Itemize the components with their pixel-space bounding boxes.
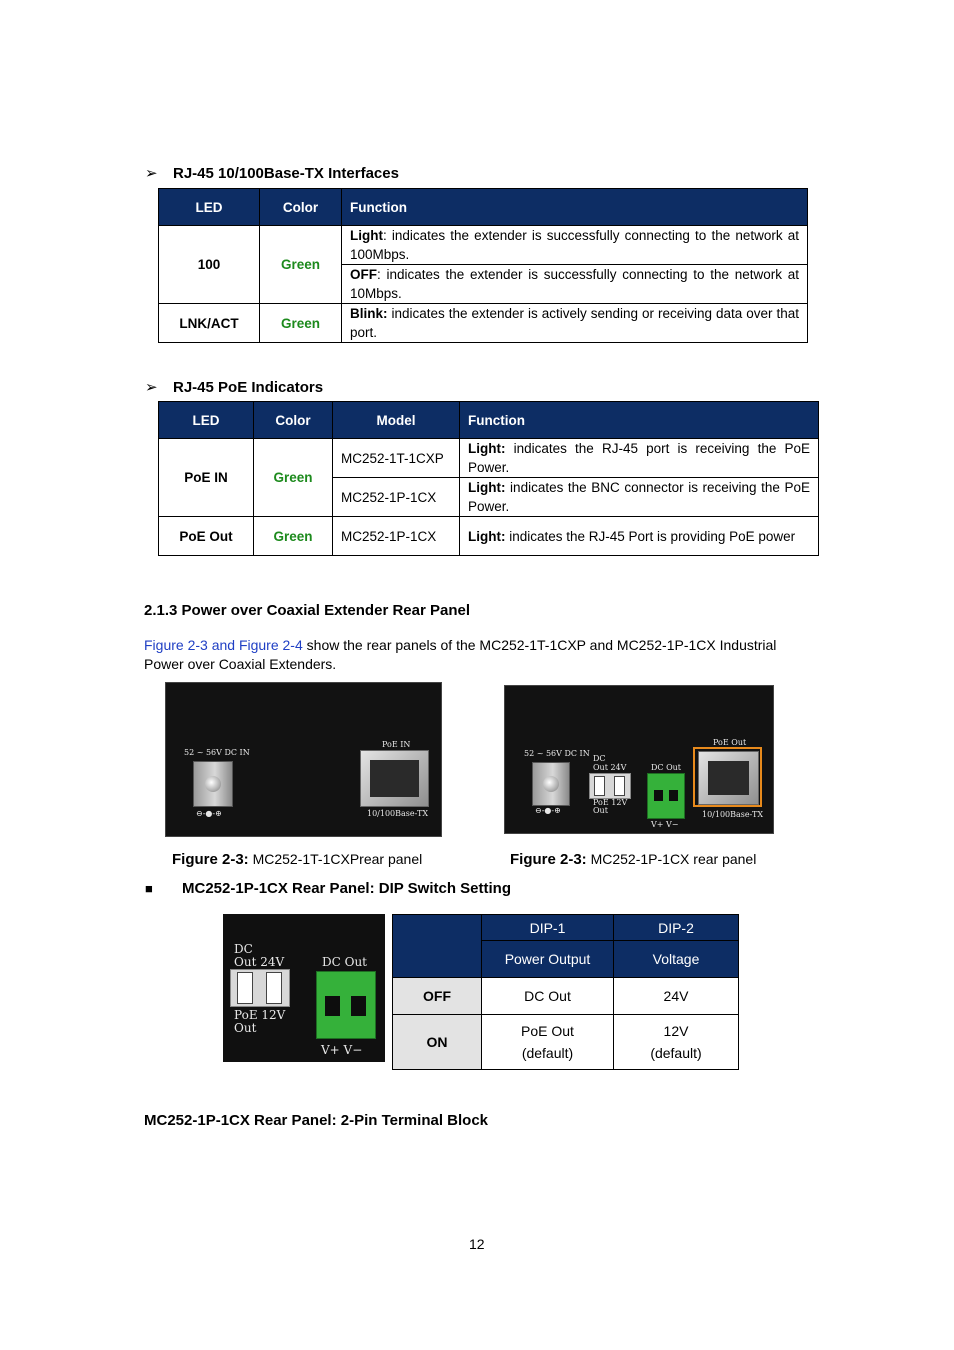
out-label: Out	[234, 1021, 257, 1035]
header-voltage: Voltage	[614, 941, 739, 978]
dip-dc-label: DC	[593, 754, 606, 763]
dc-jack-icon	[532, 762, 570, 806]
terminal-block-icon	[647, 773, 685, 819]
terminal-block-icon	[316, 971, 376, 1039]
function-cell	[460, 439, 819, 478]
dc-in-label: 52 ~ 56V DC IN	[524, 749, 590, 758]
on-power-value: PoE Out	[521, 1023, 574, 1039]
caption-text: MC252-1P-1CX rear panel	[586, 851, 757, 867]
poe-led-table	[158, 401, 819, 556]
rj45-port-icon	[360, 750, 429, 807]
header-led: LED	[159, 402, 254, 439]
out24-label: Out 24V	[234, 955, 285, 969]
function-keyword: Blink:	[350, 306, 388, 321]
model-cell: MC252-1P-1CX	[333, 517, 460, 556]
figure-caption-1	[172, 851, 422, 868]
function-text: indicates the extender is actively sending or receiving data over that port.	[350, 306, 799, 340]
square-bullet-icon: ■	[145, 881, 153, 896]
on-voltage-cell	[614, 1015, 739, 1070]
table-row	[159, 439, 819, 478]
caption-label: Figure 2-3:	[172, 851, 249, 868]
table-row	[159, 226, 808, 265]
header-empty-cell	[393, 915, 482, 978]
figure-caption-2	[510, 851, 756, 868]
rear-panel-image-1cx	[504, 685, 774, 834]
function-cell	[460, 478, 819, 517]
color-cell: Green	[254, 517, 333, 556]
header-model: Model	[333, 402, 460, 439]
section-heading-dip-switch	[145, 880, 511, 897]
header-led: LED	[159, 189, 260, 226]
dip-setting-table	[392, 914, 739, 1070]
header-color: Color	[254, 402, 333, 439]
dc-out-label: DC Out	[322, 955, 368, 969]
function-text: indicates the RJ-45 Port is providing PoE power	[505, 528, 796, 544]
function-cell	[342, 265, 808, 304]
dip-poe12-label: PoE 12V	[593, 798, 628, 807]
section-heading-rear-panel: 2.1.3 Power over Coaxial Extender Rear Panel	[144, 602, 470, 619]
arrow-bullet-icon: ➢	[145, 165, 158, 182]
figure-link[interactable]: Figure 2-3 and Figure 2-4	[144, 637, 303, 653]
dc-in-label: 52 ~ 56V DC IN	[184, 748, 250, 757]
dip-out24-label: Out 24V	[593, 763, 627, 772]
function-cell	[342, 226, 808, 265]
function-keyword: Light	[350, 228, 383, 243]
voltage-polarity-label: V+ V−	[321, 1043, 363, 1057]
table-row	[393, 1015, 739, 1070]
poe-in-label: PoE IN	[382, 740, 411, 749]
color-cell: Green	[260, 226, 342, 304]
model-cell: MC252-1P-1CX	[333, 478, 460, 517]
header-color: Color	[260, 189, 342, 226]
heading-text: MC252-1P-1CX Rear Panel: DIP Switch Setting	[182, 880, 511, 897]
section-heading-rj45-interfaces	[145, 164, 399, 182]
off-voltage-cell: 24V	[614, 978, 739, 1015]
section-heading-poe-indicators	[145, 378, 323, 396]
model-cell: MC252-1T-1CXP	[333, 439, 460, 478]
on-power-cell	[482, 1015, 614, 1070]
table-header-row	[159, 402, 819, 439]
default-note: (default)	[521, 1045, 574, 1061]
caption-text: MC252-1T-1CXPrear panel	[248, 851, 423, 867]
header-function: Function	[342, 189, 808, 226]
function-keyword: Light:	[468, 528, 506, 544]
default-note: (default)	[650, 1045, 702, 1061]
table-row	[393, 978, 739, 1015]
voltage-polarity-label: V+ V−	[651, 820, 679, 829]
on-voltage-value: 12V	[663, 1023, 689, 1039]
poe-out-label: PoE Out	[713, 738, 747, 747]
port-label: 10/100Base-TX	[367, 809, 429, 818]
heading-text: RJ-45 10/100Base-TX Interfaces	[173, 165, 399, 182]
dc-label: DC	[234, 942, 253, 956]
led-cell: 100	[159, 226, 260, 304]
polarity-icon: ⊖-●-⊕	[196, 809, 222, 818]
function-text: indicates the BNC connector is receiving the PoE Power.	[468, 480, 810, 514]
paragraph-text: show the rear panels of the MC252-1T-1CXP and MC252-1P-1CX Industrial Power over Coaxial Extenders.	[144, 637, 777, 672]
heading-text: RJ-45 PoE Indicators	[173, 379, 324, 396]
section-heading-terminal-block: MC252-1P-1CX Rear Panel: 2-Pin Terminal Block	[144, 1112, 489, 1129]
header-dip1: DIP-1	[482, 915, 614, 941]
dip-switch-icon	[230, 969, 290, 1007]
poe12-label: PoE 12V	[234, 1008, 286, 1022]
function-text: indicates the RJ-45 port is receiving the PoE Power.	[468, 441, 810, 475]
function-text: : indicates the extender is successfully connecting to the network at 10Mbps.	[350, 267, 799, 301]
caption-label: Figure 2-3:	[510, 851, 587, 868]
led-cell: PoE Out	[159, 517, 254, 556]
rj45-port-icon	[698, 751, 759, 805]
page-number: 12	[469, 1236, 485, 1252]
table-row	[159, 304, 808, 343]
header-function: Function	[460, 402, 819, 439]
function-keyword: Light:	[468, 480, 506, 495]
dip-switch-image	[223, 914, 385, 1062]
dip-switch-icon	[589, 773, 631, 799]
intro-paragraph	[144, 636, 814, 674]
function-text: : indicates the extender is successfully connecting to the network at 100Mbps.	[350, 228, 799, 262]
dc-jack-icon	[193, 761, 233, 807]
dc-out-label: DC Out	[651, 763, 682, 772]
polarity-icon: ⊖-●-⊕	[535, 806, 561, 815]
led-cell: LNK/ACT	[159, 304, 260, 343]
function-keyword: Light:	[468, 441, 506, 456]
color-cell: Green	[254, 439, 333, 517]
arrow-bullet-icon: ➢	[145, 379, 158, 396]
on-cell: ON	[393, 1015, 482, 1070]
table-row	[159, 517, 819, 556]
function-keyword: OFF	[350, 267, 377, 282]
table-header-row	[393, 915, 739, 941]
function-cell	[342, 304, 808, 343]
table-header-row	[159, 189, 808, 226]
dip-out-label: Out	[593, 806, 608, 815]
port-label: 10/100Base-TX	[702, 810, 764, 819]
header-dip2: DIP-2	[614, 915, 739, 941]
header-power-output: Power Output	[482, 941, 614, 978]
rear-panel-image-1cxp	[165, 682, 442, 837]
led-cell: PoE IN	[159, 439, 254, 517]
color-cell: Green	[260, 304, 342, 343]
function-cell	[460, 517, 819, 556]
rj45-led-table	[158, 188, 808, 343]
off-power-cell: DC Out	[482, 978, 614, 1015]
off-cell: OFF	[393, 978, 482, 1015]
